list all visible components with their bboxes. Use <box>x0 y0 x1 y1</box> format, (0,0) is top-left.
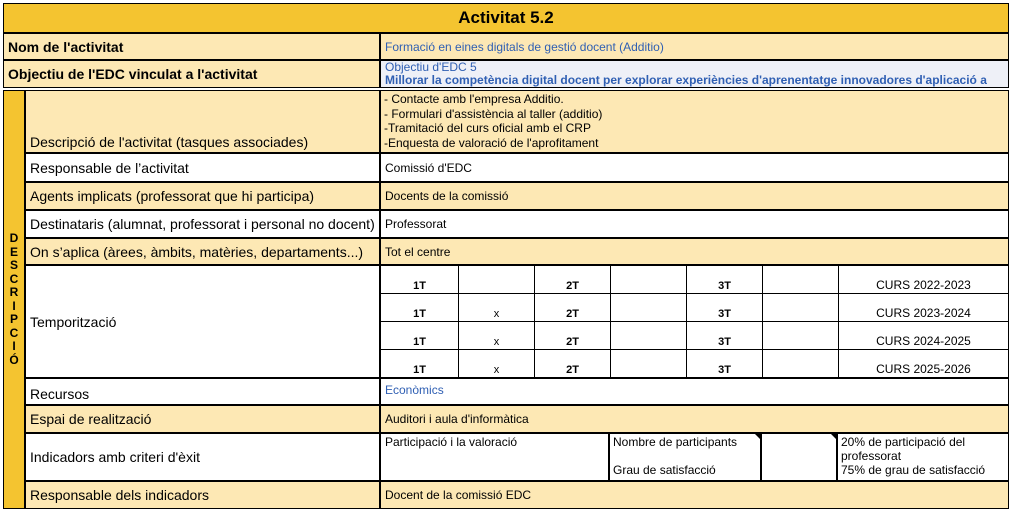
descripcio-side-label[interactable] <box>3 90 25 509</box>
descripcio-label-cell[interactable] <box>25 90 380 153</box>
course-label[interactable]: CURS 2023-2024 <box>838 294 1008 322</box>
descripcio-vertical-text <box>9 232 18 367</box>
aplica-value-cell[interactable] <box>380 238 1009 265</box>
activity-title: Activitat 5.2 <box>458 8 554 27</box>
course-label[interactable]: CURS 2024-2025 <box>838 322 1008 350</box>
term-1-label[interactable]: 1T <box>381 322 458 350</box>
indicadors-label-cell[interactable] <box>25 433 380 481</box>
course-label[interactable]: CURS 2025-2026 <box>838 350 1008 377</box>
resp-indicadors-label-cell[interactable] <box>25 481 380 509</box>
term-1-label[interactable]: 1T <box>381 294 458 322</box>
term-2-label[interactable]: 2T <box>534 294 610 322</box>
descripcio-value-cell[interactable] <box>380 90 1009 153</box>
temporitzacio-grid <box>380 265 1009 378</box>
descripcio-line: -Tramitació del curs oficial amb el CRP <box>384 121 591 135</box>
responsable-label: Responsable de l’activitat <box>30 159 189 176</box>
term-2-mark[interactable] <box>610 350 686 377</box>
indicadors-col4a: 20% de participació del professorat <box>841 435 966 463</box>
side-letter: I <box>12 339 16 353</box>
side-letter: E <box>9 244 18 259</box>
objectiu-value-cell[interactable] <box>380 60 1009 88</box>
destinataris-value: Professorat <box>385 217 447 231</box>
temporitzacio-label-cell[interactable] <box>25 265 380 378</box>
espai-label: Espai de realització <box>30 411 152 427</box>
resp-indicadors-label: Responsable dels indicadors <box>30 487 209 503</box>
espai-value: Auditori i aula d'informàtica <box>385 412 529 426</box>
term-1-mark[interactable]: x <box>458 294 534 322</box>
side-letter: P <box>9 312 18 326</box>
aplica-label-cell[interactable] <box>25 238 380 265</box>
objectiu-label-cell[interactable] <box>3 60 380 88</box>
term-1-label[interactable]: 1T <box>413 364 426 376</box>
indicadors-col2b: Grau de satisfacció <box>613 463 716 477</box>
agents-label: Agents implicats (professorat que hi participa) <box>30 188 315 204</box>
destinataris-label: Destinataris (alumnat, professorat i personal no docent) <box>30 216 375 232</box>
term-3-label[interactable]: 3T <box>686 350 762 377</box>
term-3-label[interactable]: 3T <box>686 266 762 294</box>
term-3-label[interactable]: 3T <box>686 294 762 322</box>
term-2-mark[interactable] <box>610 294 686 322</box>
temporitzacio-label: Temporització <box>30 313 117 330</box>
term-3-mark[interactable] <box>762 294 838 322</box>
course-label[interactable]: CURS 2022-2023 <box>838 266 1008 294</box>
side-letter: S <box>9 258 18 272</box>
nom-value: Formació en eines digitals de gestió docent (Additio) <box>385 39 664 54</box>
term-1-mark[interactable]: x <box>458 322 534 350</box>
recursos-label: Recursos <box>30 386 90 402</box>
indicadors-label: Indicadors amb criteri d'èxit <box>30 449 200 465</box>
recursos-value: Econòmics <box>385 383 444 397</box>
destinataris-label-cell[interactable] <box>25 210 380 238</box>
term-3-mark[interactable] <box>762 322 838 350</box>
term-2-mark[interactable] <box>610 266 686 294</box>
side-letter: C <box>9 271 19 286</box>
side-letter: C <box>9 325 19 340</box>
resp-indicadors-value-cell[interactable] <box>380 481 1009 509</box>
espai-value-cell[interactable] <box>380 405 1009 433</box>
indicadors-col2a: Nombre de participants <box>613 435 738 449</box>
responsable-value-cell[interactable] <box>380 153 1009 182</box>
recursos-value-cell[interactable] <box>380 378 1009 405</box>
term-1-label[interactable]: 1T <box>381 266 458 294</box>
destinataris-value-cell[interactable] <box>380 210 1009 238</box>
aplica-value: Tot el centre <box>385 245 451 259</box>
agents-label-cell[interactable] <box>25 182 380 210</box>
indicadors-col3-cell[interactable] <box>761 433 837 481</box>
objectiu-line2: Millorar la competència digital docent per explorar experiències d'aprenentatge innovadores d'aplicació a <box>385 73 987 87</box>
nom-value-cell[interactable] <box>380 33 1009 60</box>
descripcio-line: - Formulari d'assistència al taller (additio) <box>384 106 603 121</box>
espai-label-cell[interactable] <box>25 405 380 433</box>
term-2-label[interactable]: 2T <box>534 322 610 350</box>
side-letter: I <box>12 298 16 313</box>
indicadors-col2-cell[interactable] <box>609 433 761 481</box>
descripcio-label: Descripció de l'activitat (tasques associades) <box>30 134 309 150</box>
indicadors-col1-cell[interactable] <box>380 433 609 481</box>
side-letter: Ó <box>9 352 19 367</box>
objectiu-label: Objectiu de l'EDC vinculat a l'activitat <box>8 66 258 82</box>
aplica-label: On s’aplica (àrees, àmbits, matèries, departaments...) <box>30 243 364 260</box>
nom-label: Nom de l'activitat <box>8 38 124 55</box>
responsable-value: Comissió d'EDC <box>385 160 472 175</box>
side-letter: R <box>9 285 19 299</box>
indicadors-col1: Participació i la valoració <box>385 435 518 449</box>
descripcio-line: - Contacte amb l'empresa Additio. <box>384 92 564 106</box>
side-letter: D <box>9 231 19 245</box>
term-3-mark[interactable] <box>762 350 838 377</box>
objectiu-line1: Objectiu d'EDC 5 <box>385 60 477 74</box>
term-3-mark[interactable] <box>762 266 838 294</box>
indicadors-col4-cell[interactable] <box>837 433 1009 481</box>
term-2-label[interactable]: 2T <box>534 266 610 294</box>
recursos-label-cell[interactable] <box>25 378 380 405</box>
resp-indicadors-value: Docent de la comissió EDC <box>385 488 532 502</box>
indicadors-col4b: 75% de grau de satisfacció <box>841 463 986 477</box>
descripcio-line: -Enquesta de valoració de l'aprofitament <box>384 135 599 150</box>
activity-title-cell[interactable] <box>3 3 1009 33</box>
term-1-mark[interactable] <box>458 266 534 294</box>
term-2-label[interactable]: 2T <box>534 350 610 377</box>
term-1-mark[interactable]: x <box>458 350 534 377</box>
term-3-label[interactable]: 3T <box>686 322 762 350</box>
term-2-mark[interactable] <box>610 322 686 350</box>
responsable-label-cell[interactable] <box>25 153 380 182</box>
nom-label-cell[interactable] <box>3 33 380 60</box>
agents-value: Docents de la comissió <box>385 189 509 203</box>
agents-value-cell[interactable] <box>380 182 1009 210</box>
